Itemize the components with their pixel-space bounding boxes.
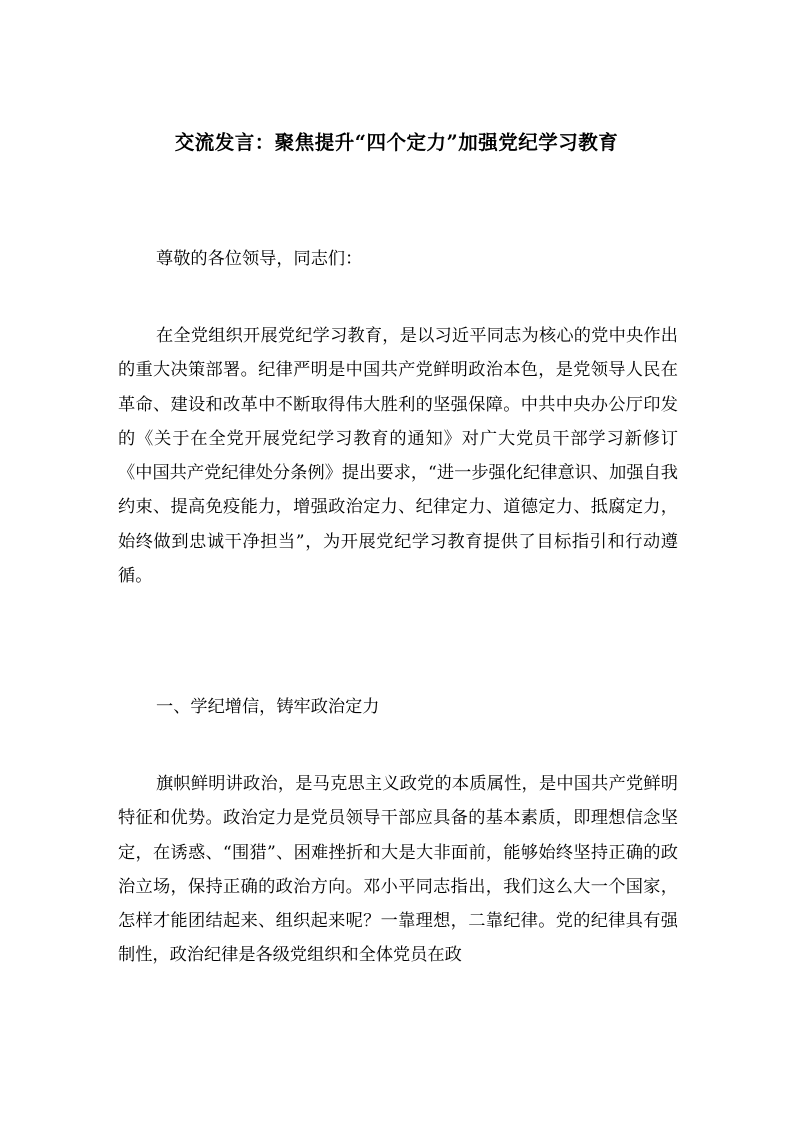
section-heading-1: 一、学纪增信，铸牢政治定力 (156, 697, 380, 717)
salutation: 尊敬的各位领导，同志们： (156, 249, 363, 269)
document-title: 交流发言：聚焦提升“四个定力”加强党纪学习教育 (174, 131, 619, 154)
paragraph-section-1: 旗帜鲜明讲政治，是马克思主义政党的本质属性，是中国共产党鲜明特征和优势。政治定力是党员领导干部应具备的基本素质，即理想信念坚定，在诱惑、“围猎”、困难挫折和大是大非面前，能够始终坚持正确的政治立场，保持正确的政治方向。邓小平同志指出，我们这么大一个国家，怎样才能团结起来、组织起来呢？一靠理想，二靠纪律。党的纪律具有强制性，政治纪律是各级党组织和全体党员在政 (118, 774, 678, 966)
paragraph-intro: 在全党组织开展党纪学习教育，是以习近平同志为核心的党中央作出的重大决策部署。纪律严明是中国共产党鲜明政治本色，是党领导人民在革命、建设和改革中不断取得伟大胜利的坚强保障。中共中央办公厅印发的《关于在全党开展党纪学习教育的通知》对广大党员干部学习新修订《中国共产党纪律处分条例》提出要求，“进一步强化纪律意识、加强自我约束、提高免疫能力，增强政治定力、纪律定力、道德定力、抵腐定力，始终做到忠诚干净担当”，为开展党纪学习教育提供了目标指引和行动遵循。 (118, 326, 678, 587)
